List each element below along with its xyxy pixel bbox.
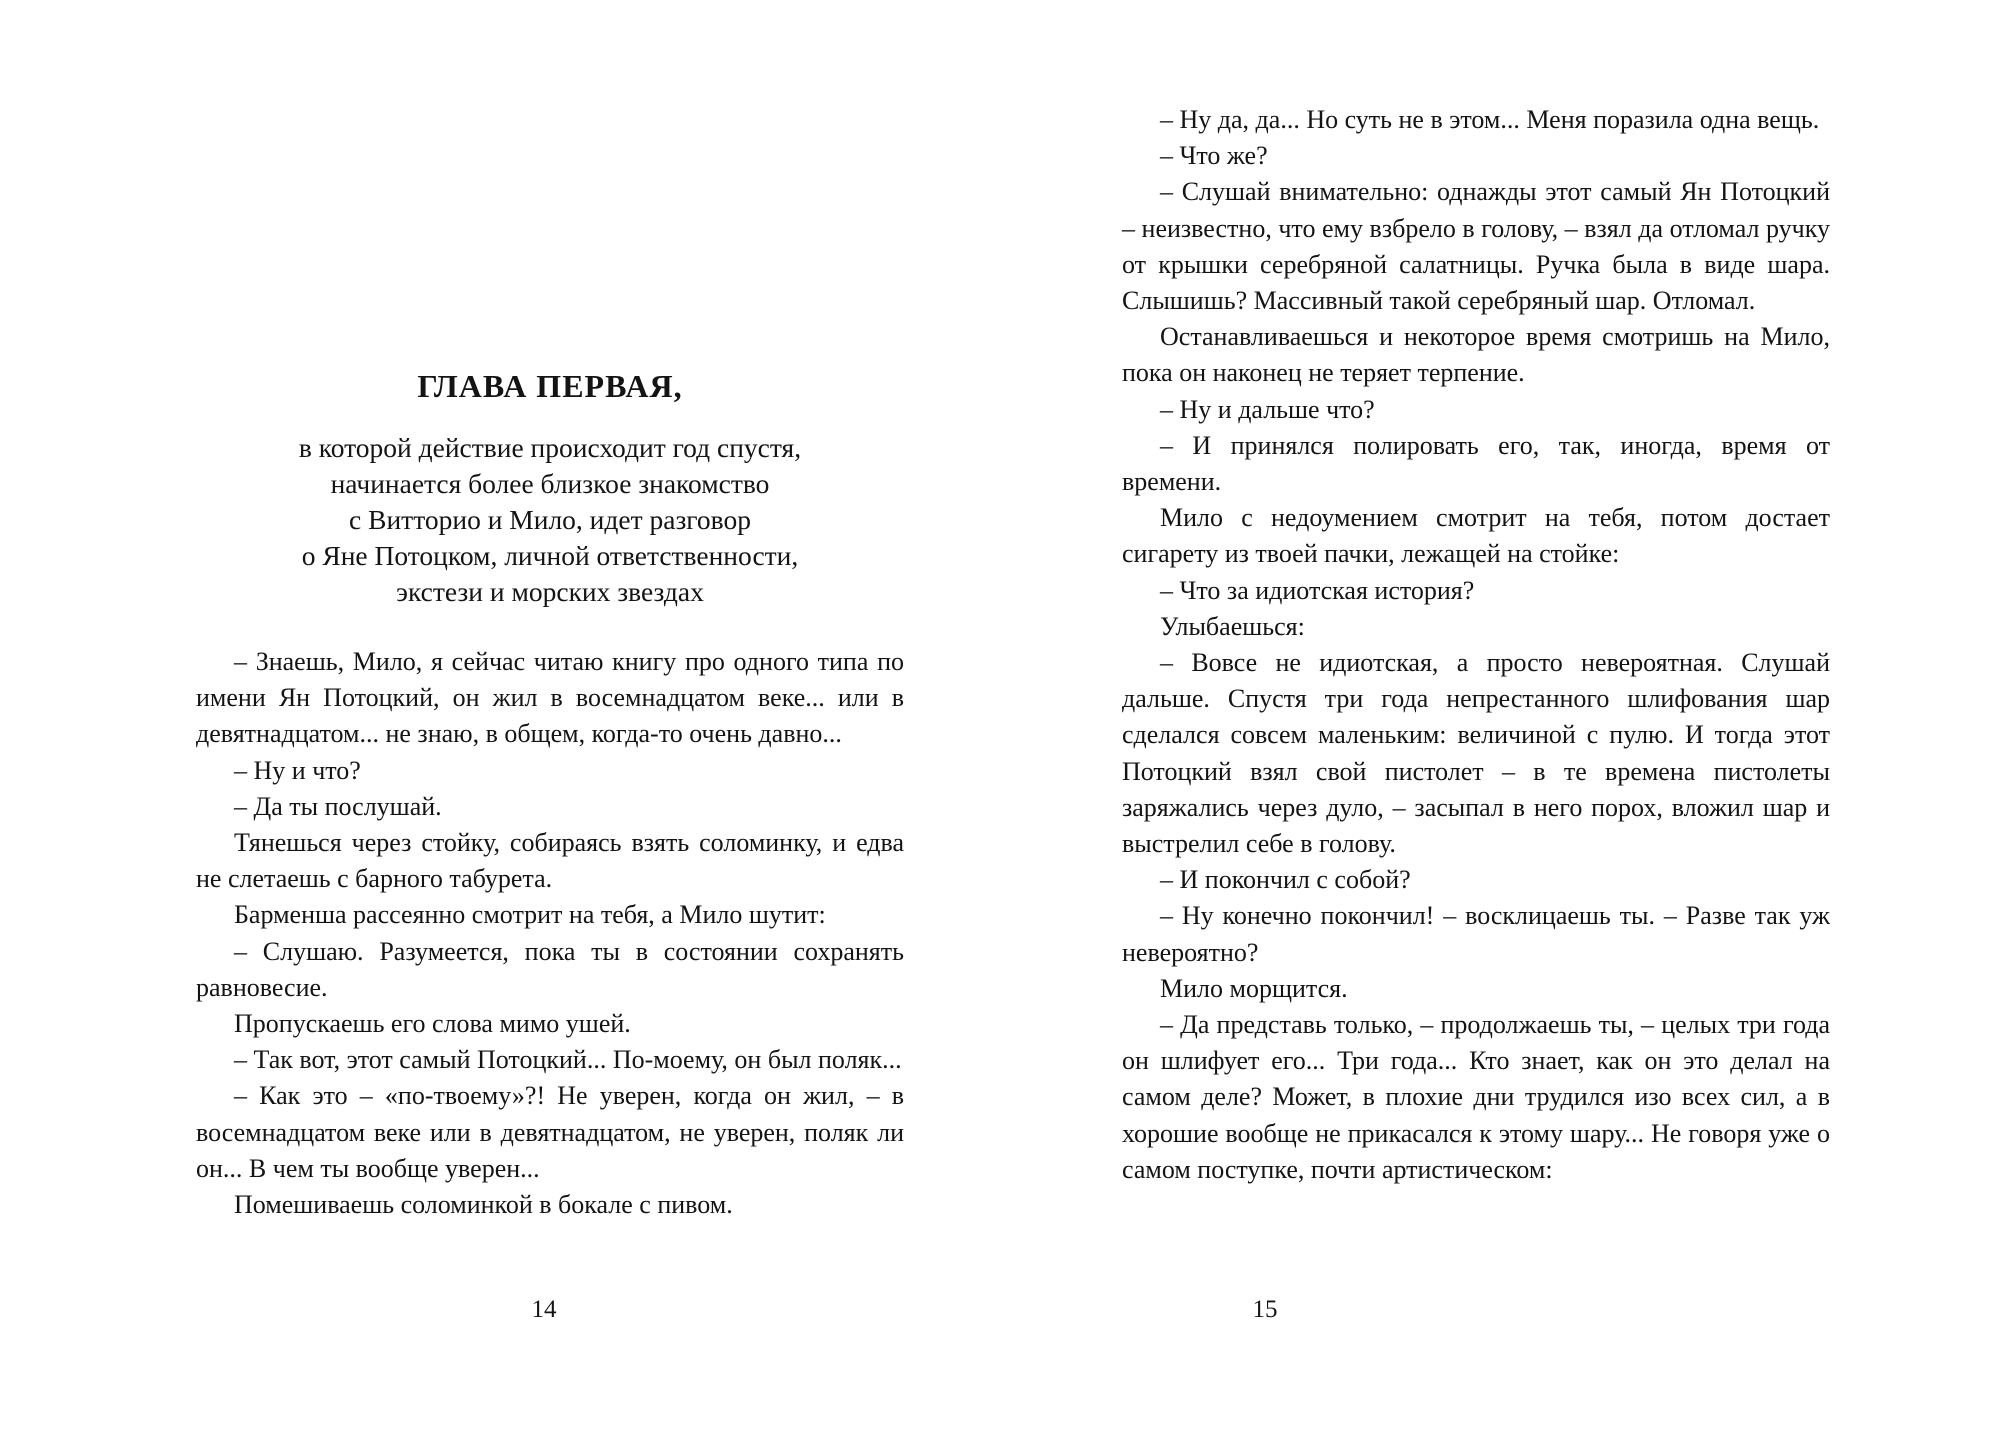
paragraph: – Ну и дальше что? (1160, 394, 1375, 424)
paragraph: Пропускаешь его слова мимо ушей. (234, 1009, 631, 1039)
chapter-subtitle-line: о Яне Потоцком, личной ответственности, (301, 540, 799, 571)
paragraph: – Слушаю. Разумеется, пока ты в состоянии сохранять равновесие. (196, 936, 904, 1002)
chapter-subtitle-line: с Витторио и Мило, идет разговор (349, 504, 751, 535)
paragraph: – И покончил с собой? (1160, 865, 1411, 895)
chapter-subtitle-line: экстези и морских звездах (396, 576, 704, 607)
right-page-body-text (1122, 102, 1830, 1188)
right-page (1000, 0, 2000, 1432)
paragraph: – Знаешь, Мило, я сейчас читаю книгу про одного типа по имени Ян Потоцкий, он жил в восемнадцатом веке... или в девятнадцатом... не знаю, в общем, когда-то очень давно... (196, 647, 904, 749)
paragraph: Мило с недоумением смотрит на тебя, потом достает сигарету из твоей пачки, лежащей на стойке: (1122, 503, 1830, 569)
paragraph: – Вовсе не идиотская, а просто невероятная. Слушай дальше. Спустя три года непрестанного шлифования шар сделался совсем маленьким: величиной с пулю. И тогда этот Потоцкий взял свой пистолет – в те времена пистолеты заряжались через дуло, – засыпал в него порох, вложил шар и выстрелил себе в голову. (1122, 648, 1830, 859)
paragraph: Помешиваешь соломинкой в бокале с пивом. (234, 1190, 733, 1220)
page-number-left: 14 (531, 1296, 557, 1323)
chapter-title: ГЛАВА ПЕРВАЯ, (417, 368, 683, 404)
chapter-subtitle-line: начинается более близкое знакомство (330, 468, 770, 499)
paragraph: – Слушай внимательно: однажды этот самый Ян Потоцкий – неизвестно, что ему взбрело в голову, – взял да отломал ручку от крышки серебряной салатницы. Ручка была в виде шара. Слышишь? Массивный такой серебряный шар. Отломал. (1122, 177, 1830, 316)
paragraph: – И принялся полировать его, так, иногда, время от времени. (1122, 430, 1830, 497)
paragraph: Барменша рассеянно смотрит на тебя, а Мило шутит: (234, 900, 826, 930)
paragraph: – Так вот, этот самый Потоцкий... По-моему, он был поляк... (234, 1045, 902, 1075)
paragraph: Тянешься через стойку, собираясь взять соломинку, и едва не слетаешь с барного табурета. (196, 828, 904, 894)
chapter-subtitle (195, 430, 905, 610)
paragraph: – Да ты послушай. (234, 791, 442, 821)
paragraph: Улыбаешься: (1160, 611, 1305, 641)
chapter-subtitle-line: в которой действие происходит год спустя, (298, 432, 802, 463)
paragraph: Останавливаешься и некоторое время смотришь на Мило, пока он наконец не теряет терпение. (1122, 322, 1830, 388)
paragraph: – Ну да, да... Но суть не в этом... Меня поразила одна вещь. (1160, 105, 1820, 134)
paragraph: – Ну и что? (234, 755, 361, 785)
paragraph: Мило морщится. (1160, 973, 1348, 1003)
paragraph: – Что же? (1160, 141, 1268, 171)
paragraph: – Ну конечно покончил! – восклицаешь ты. – Разве так уж невероятно? (1122, 901, 1830, 967)
left-page-body-text (196, 644, 904, 1223)
paragraph: – Как это – «по-твоему»?! Не уверен, когда он жил, – в восемнадцатом веке или в девятнадцатом, не уверен, поляк ли он... В чем ты вообще уверен... (196, 1081, 904, 1183)
paragraph: – Что за идиотская история? (1160, 575, 1475, 605)
paragraph: – Да представь только, – продолжаешь ты, – целых три года он шлифует его... Три года... Кто знает, как он это делал на самом деле? Может, в плохие дни трудился изо всех сил, а в хорошие вообще не прикасался к этому шару... Не говоря уже о самом поступке, почти артистическом: (1122, 1010, 1830, 1184)
page-number-right: 15 (1252, 1296, 1278, 1323)
